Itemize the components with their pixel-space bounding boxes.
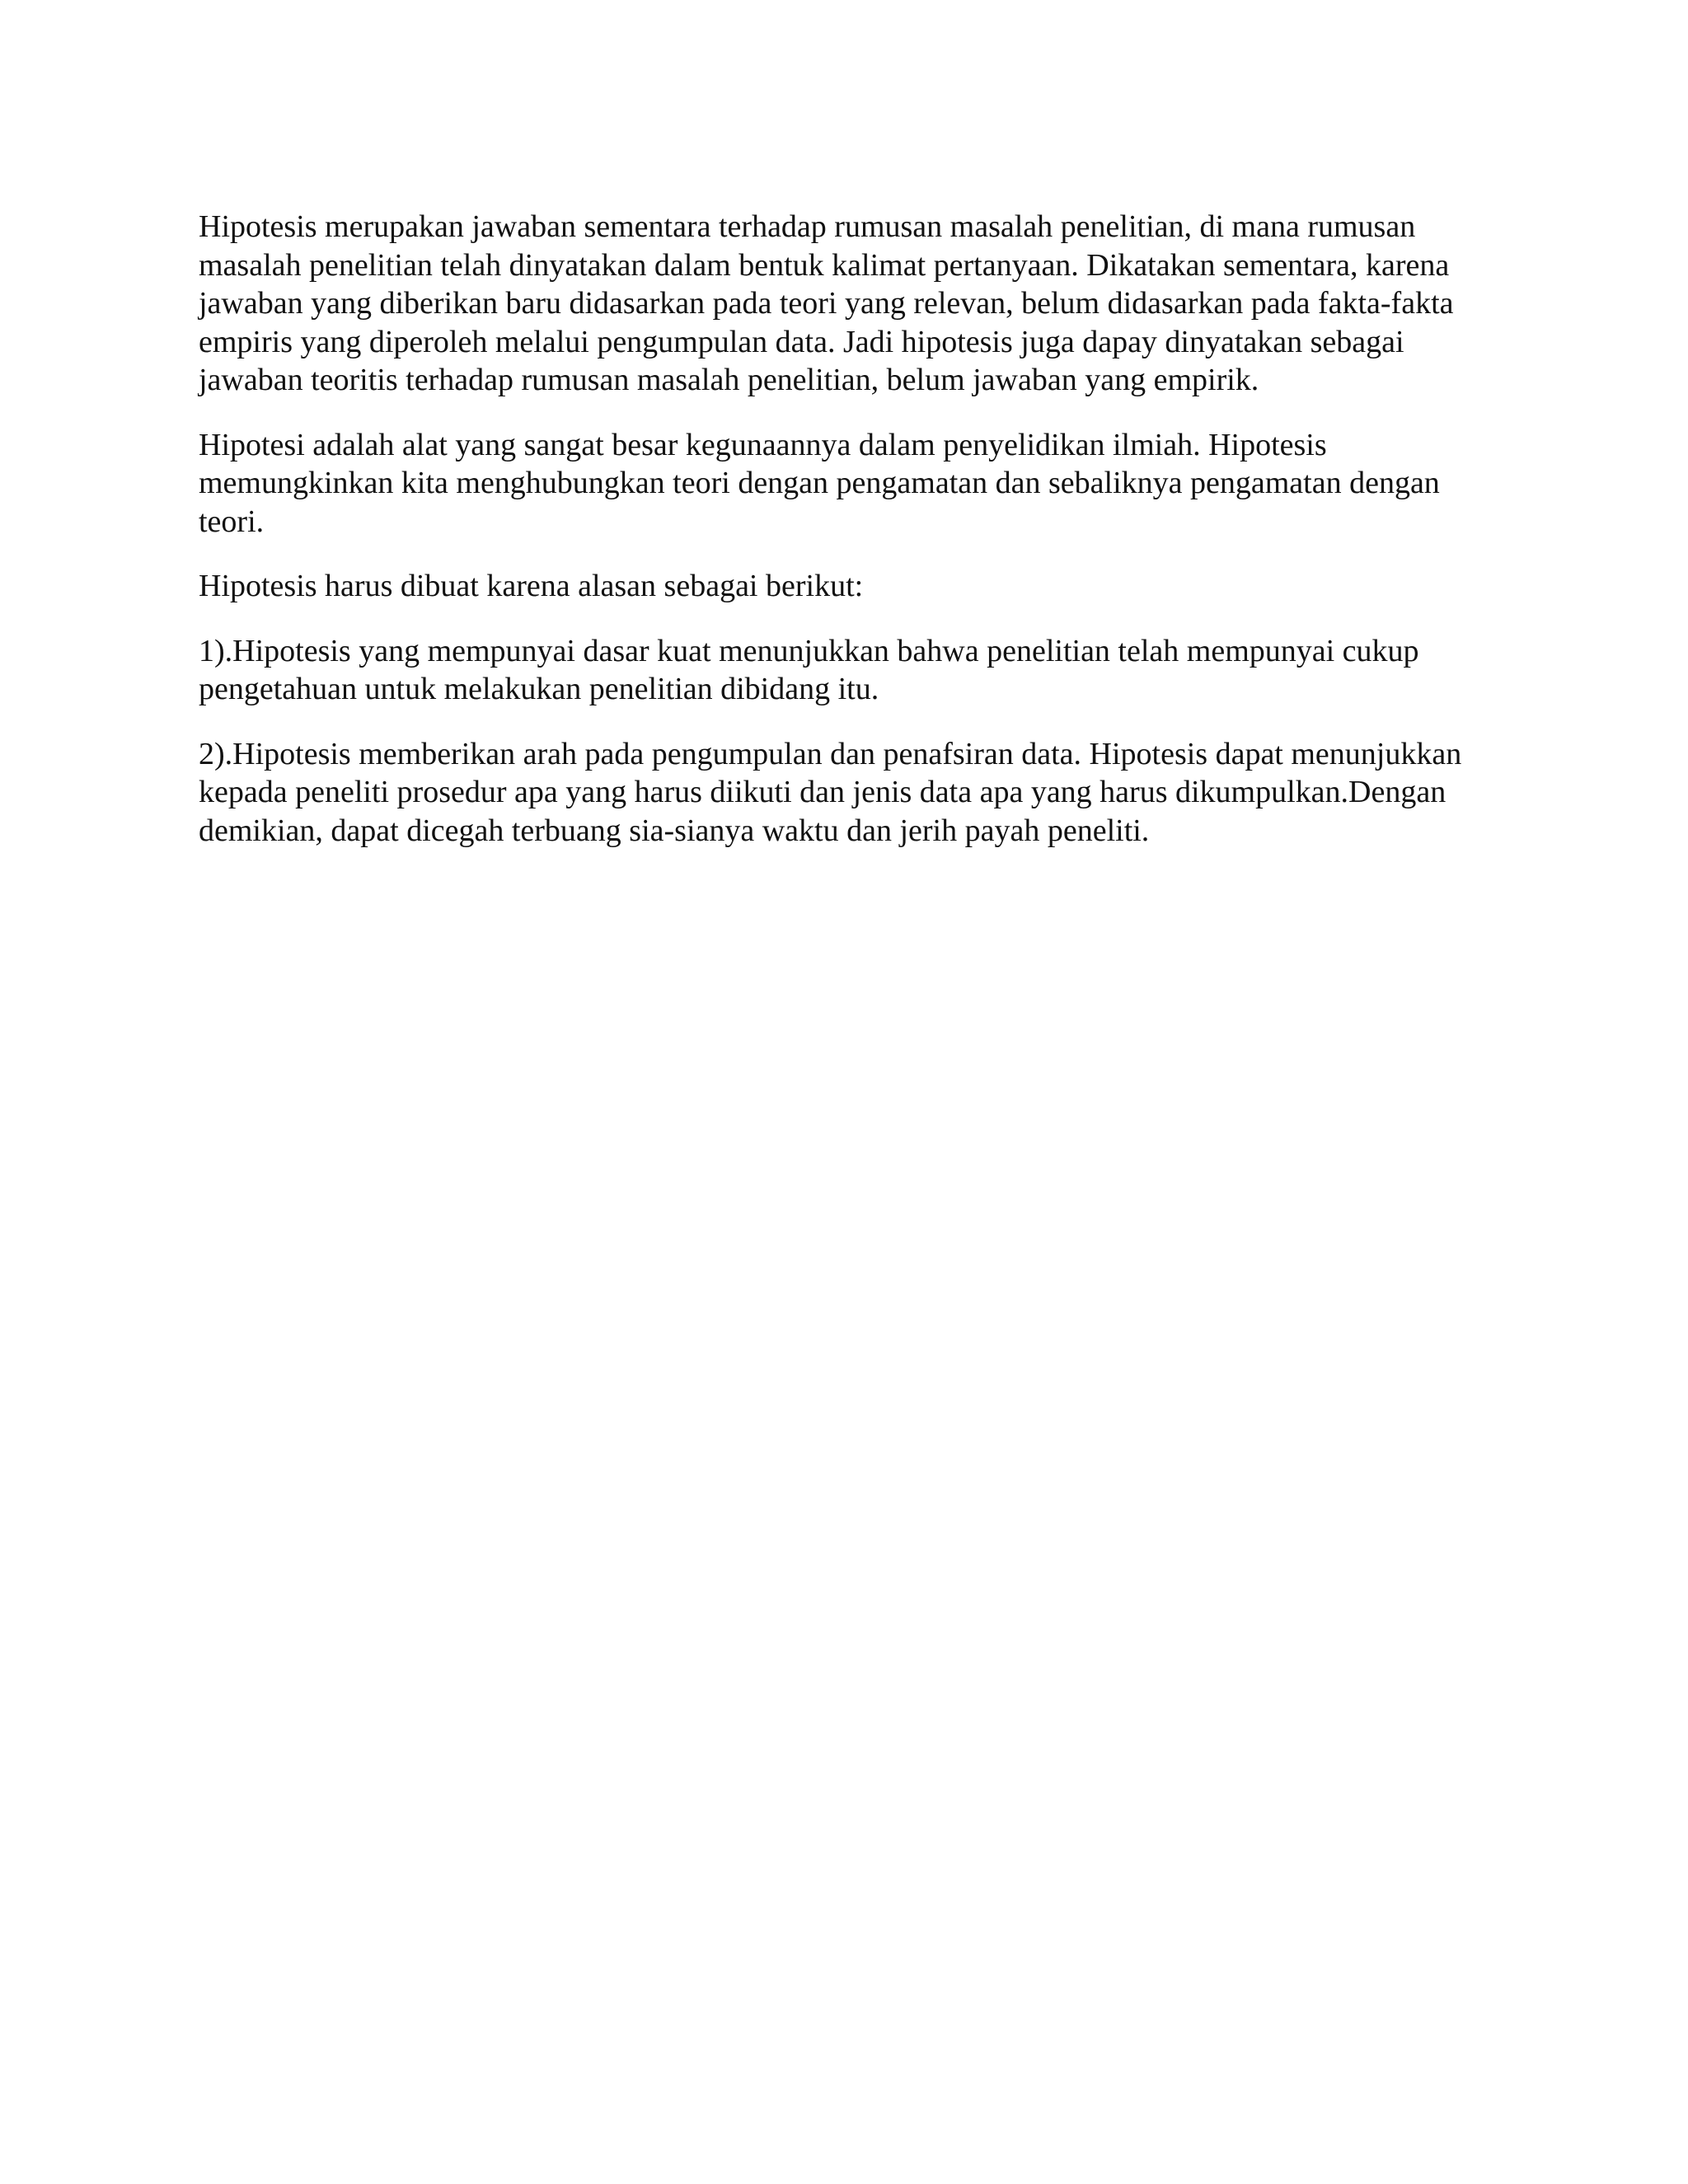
paragraph-reason-2: 2).Hipotesis memberikan arah pada pengumpulan dan penafsiran data. Hipotesis dapat menunjukkan kepada peneliti prosedur apa yang harus diikuti dan jenis data apa yang harus dikumpulkan.Dengan demikian, dapat dicegah terbuang sia-sianya waktu dan jerih payah peneliti. [199,736,1462,848]
paragraph-reason-1: 1).Hipotesis yang mempunyai dasar kuat menunjukkan bahwa penelitian telah mempunyai cukup pengetahuan untuk melakukan penelitian dibidang itu. [199,633,1419,706]
paragraph-definition: Hipotesis merupakan jawaban sementara terhadap rumusan masalah penelitian, di mana rumusan masalah penelitian telah dinyatakan dalam bentuk kalimat pertanyaan. Dikatakan sementara, karena jawaban yang diberikan baru didasarkan pada teori yang relevan, belum didasarkan pada fakta-fakta empiris yang diperoleh melalui pengumpulan data. Jadi hipotesis juga dapay dinyatakan sebagai jawaban teoritis terhadap rumusan masalah penelitian, belum jawaban yang empirik. [199,209,1454,397]
document-body [199,208,1505,876]
paragraph-reasons-intro: Hipotesis harus dibuat karena alasan sebagai berikut: [199,569,864,603]
paragraph-usefulness: Hipotesi adalah alat yang sangat besar kegunaannya dalam penyelidikan ilmiah. Hipotesis memungkinkan kita menghubungkan teori dengan pengamatan dan sebaliknya pengamatan dengan teori. [199,427,1440,539]
